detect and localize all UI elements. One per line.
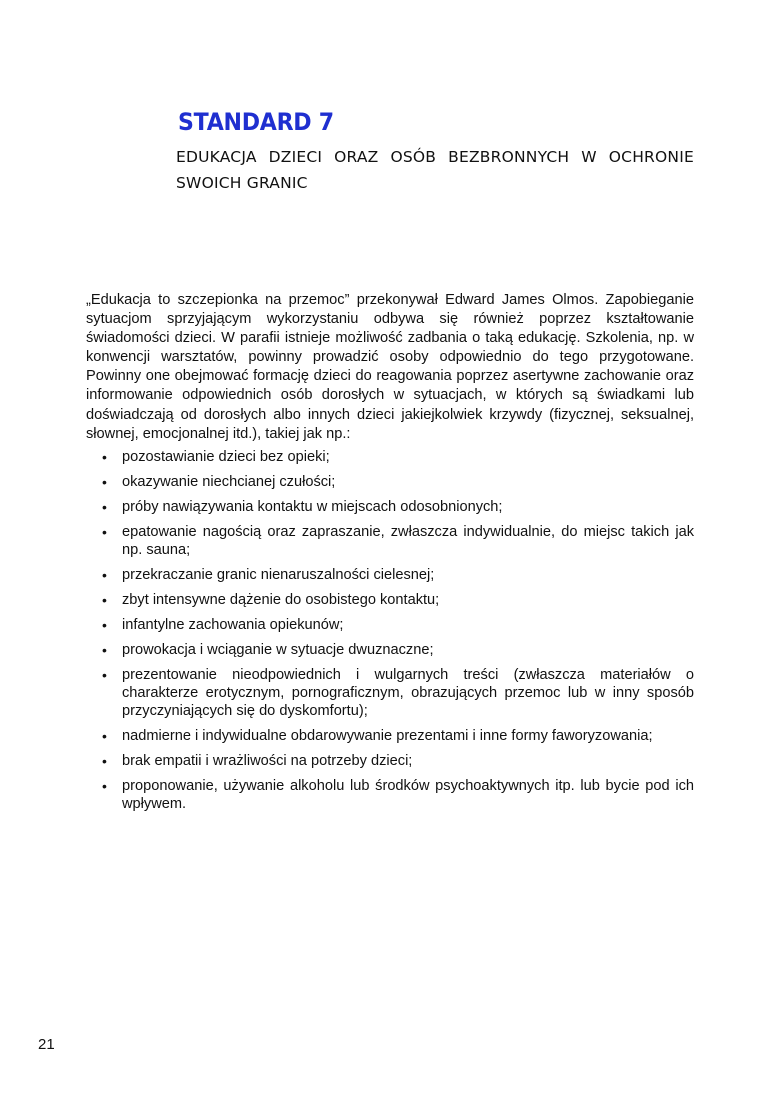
list-item	[86, 616, 694, 634]
list-item	[86, 566, 694, 584]
bullet-icon: •	[102, 473, 107, 490]
list-item	[86, 777, 694, 813]
bullet-icon: •	[102, 666, 107, 683]
intro-paragraph: „Edukacja to szczepionka na przemoc” przekonywał Edward James Olmos. Zapobieganie sytuacjom sprzyjającym wykorzystaniu odbywa się również poprzez kształtowanie świadomości dzieci. W parafii istnieje możliwość zadbania o taką edukację. Szkolenia, np. w konwencji warsztatów, powinny prowadzić osoby odpowiednio do tego przygotowane. Powinny one obejmować formację dzieci do reagowania poprzez asertywne zachowanie oraz informowanie odpowiednich osób dorosłych w sytuacjach, w których są świadkami lub doświadczają od dorosłych albo innych dzieci jakiejkolwiek krzywdy (fizycznej, seksualnej, słownej, emocjonalnej itd.), takiej jak np.:	[86, 292, 694, 442]
list-item	[86, 448, 694, 466]
page-subtitle: EDUKACJA DZIECI ORAZ OSÓB BEZBRONNYCH W OCHRONIE SWOICH GRANIC	[176, 148, 694, 192]
list-item-text: przekraczanie granic nienaruszalności cielesnej;	[122, 566, 435, 583]
list-item	[86, 666, 694, 720]
bullet-icon: •	[102, 448, 107, 465]
bullet-icon: •	[102, 777, 107, 794]
list-item	[86, 473, 694, 491]
list-item	[86, 727, 694, 745]
bullet-icon: •	[102, 498, 107, 515]
bullet-icon: •	[102, 591, 107, 608]
list-item-text: proponowanie, używanie alkoholu lub środków psychoaktywnych itp. lub bycie pod ich wpływem.	[122, 777, 694, 812]
heading-block	[176, 108, 694, 196]
list-item	[86, 641, 694, 659]
bullet-icon: •	[102, 641, 107, 658]
list-item-text: prezentowanie nieodpowiednich i wulgarnych treści (zwłaszcza materiałów o charakterze erotycznym, pornograficznym, obrazujących przemoc lub w inny sposób przyczyniających się do dyskomfortu);	[122, 666, 694, 719]
list-item-text: pozostawianie dzieci bez opieki;	[122, 448, 330, 465]
body-text	[86, 291, 694, 820]
list-item-text: epatowanie nagością oraz zapraszanie, zwłaszcza indywidualnie, do miejsc takich jak np. sauna;	[122, 523, 694, 558]
list-item-text: prowokacja i wciąganie w sytuacje dwuznaczne;	[122, 641, 434, 658]
bullet-icon: •	[102, 727, 107, 744]
list-item	[86, 523, 694, 559]
bullet-icon: •	[102, 566, 107, 583]
list-item-text: infantylne zachowania opiekunów;	[122, 616, 344, 633]
page-title: STANDARD 7	[178, 108, 334, 136]
list-item	[86, 752, 694, 770]
bullet-icon: •	[102, 752, 107, 769]
bullet-icon: •	[102, 616, 107, 633]
list-item-text: nadmierne i indywidualne obdarowywanie prezentami i inne formy faworyzowania;	[122, 727, 653, 744]
list-item	[86, 498, 694, 516]
list-item-text: okazywanie niechcianej czułości;	[122, 473, 336, 490]
list-item-text: próby nawiązywania kontaktu w miejscach odosobnionych;	[122, 498, 503, 515]
list-item-text: brak empatii i wrażliwości na potrzeby dzieci;	[122, 752, 413, 769]
page-number: 21	[38, 1036, 55, 1053]
list-item	[86, 591, 694, 609]
list-item-text: zbyt intensywne dążenie do osobistego kontaktu;	[122, 591, 440, 608]
bullet-list	[86, 448, 694, 813]
bullet-icon: •	[102, 523, 107, 540]
